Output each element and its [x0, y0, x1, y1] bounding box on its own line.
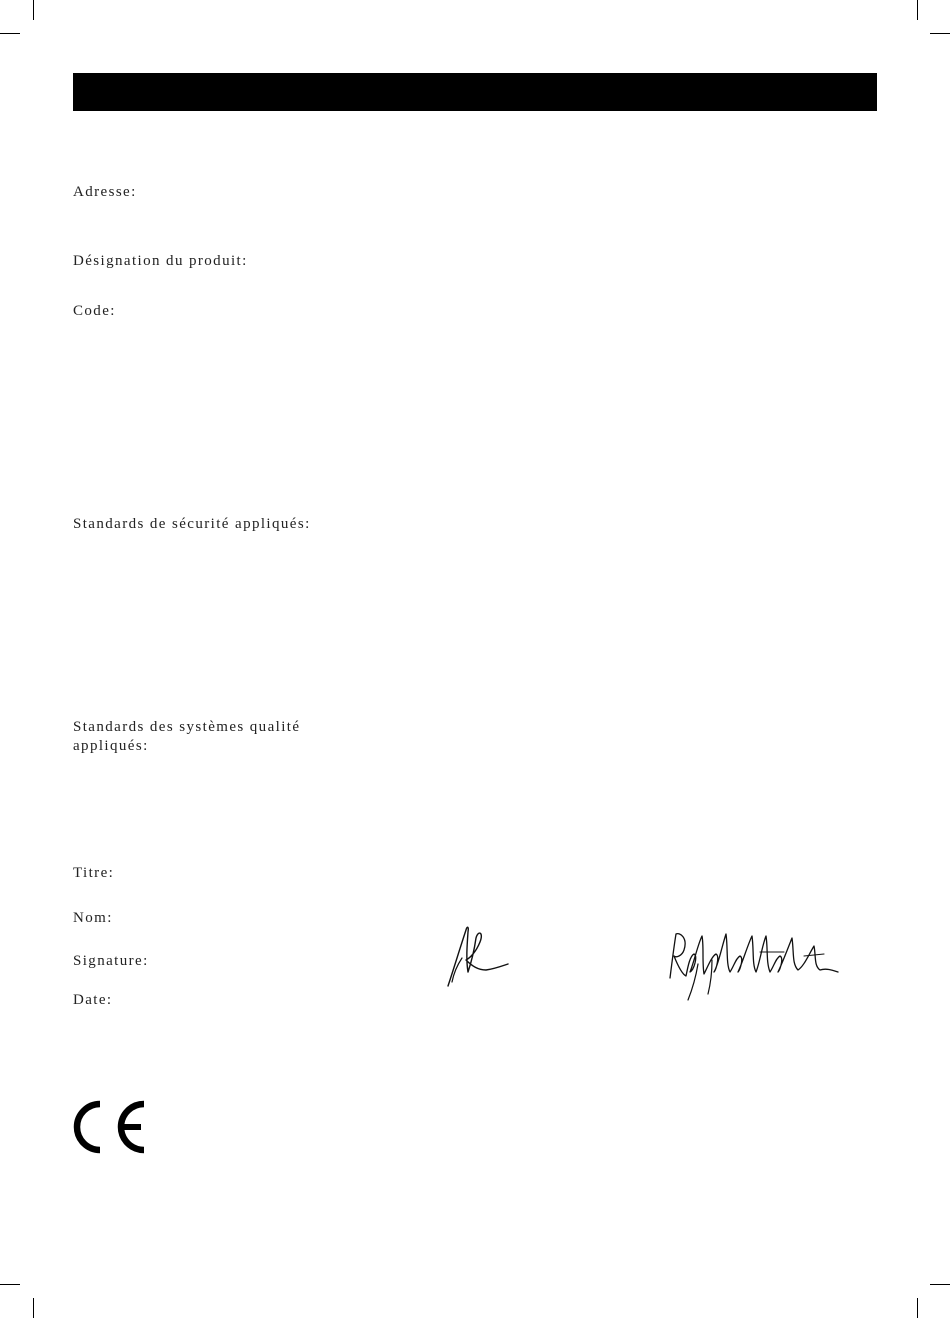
title-label: Titre: [73, 865, 115, 881]
crop-mark [0, 1284, 20, 1285]
crop-mark [33, 1298, 34, 1318]
crop-mark [917, 0, 918, 20]
code-label: Code: [73, 303, 116, 319]
ce-mark-icon [73, 1100, 147, 1154]
handwritten-signature-icon [664, 926, 844, 1004]
header-bar [73, 73, 877, 111]
crop-mark [930, 33, 950, 34]
signature-label: Signature: [73, 953, 149, 969]
name-label: Nom: [73, 910, 113, 926]
date-label: Date: [73, 992, 113, 1008]
crop-mark [33, 0, 34, 20]
handwritten-signature-icon [440, 922, 512, 992]
quality-standards-label: Standards des systèmes qualité appliqués: [73, 719, 301, 754]
address-label: Adresse: [73, 184, 137, 200]
crop-mark [0, 33, 20, 34]
crop-mark [917, 1298, 918, 1318]
safety-standards-label: Standards de sécurité appliqués: [73, 516, 311, 532]
product-designation-label: Désignation du produit: [73, 253, 248, 269]
crop-mark [930, 1284, 950, 1285]
